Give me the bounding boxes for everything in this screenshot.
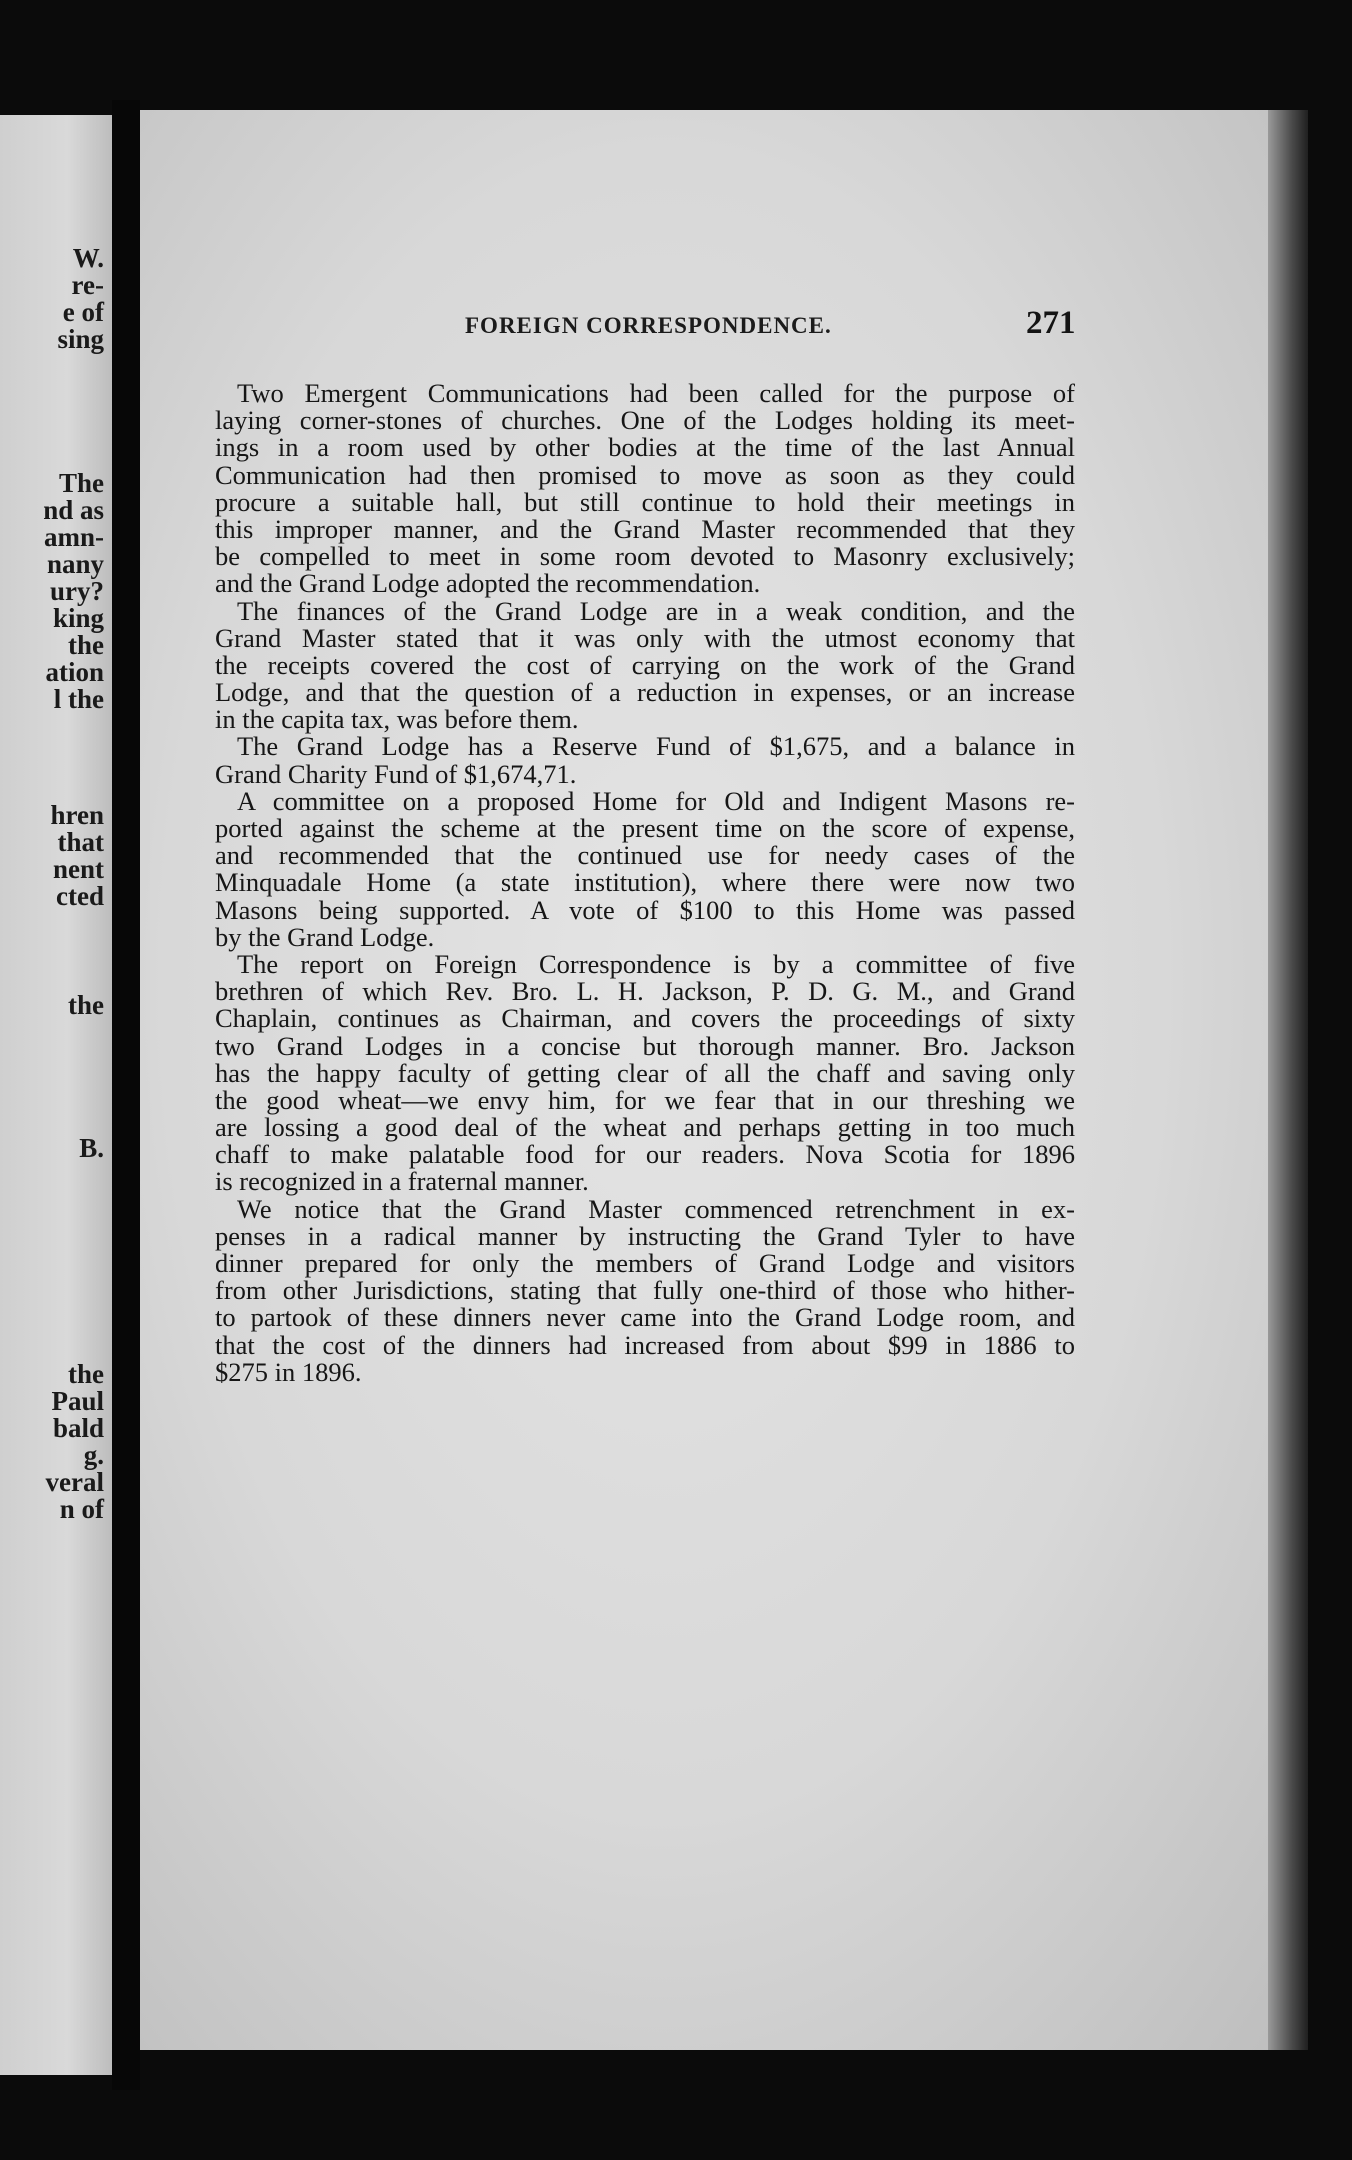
text-line: ings in a room used by other bodies at the time of the last Annual (215, 432, 1075, 463)
left-page-fragment: the (68, 990, 104, 1020)
text-line: to partook of these dinners never came into the Grand Lodge room, and (215, 1302, 1075, 1333)
left-page-fragment: nany (46, 549, 104, 579)
left-page-fragment: sing (57, 324, 104, 354)
text-line: The report on Foreign Correspondence is by a committee of five (237, 948, 1075, 979)
text-line: The Grand Lodge has a Reserve Fund of $1,675, and a balance in (237, 731, 1075, 762)
left-page-fragment: Paul (51, 1386, 104, 1416)
text-line: that the cost of the dinners had increased from about $99 in 1886 to (215, 1329, 1075, 1360)
text-line: laying corner-stones of churches. One of the Lodges holding its meet- (215, 405, 1075, 436)
text-line: and the Grand Lodge adopted the recommendation. (215, 568, 761, 599)
text-line: be compelled to meet in some room devoted to Masonry exclusively; (215, 541, 1075, 572)
left-page-fragment: amn- (44, 522, 104, 552)
text-line: We notice that the Grand Master commenced retrenchment in ex- (237, 1193, 1075, 1224)
paragraph (215, 785, 1075, 952)
page-number: 271 (1026, 305, 1076, 341)
text-line: brethren of which Rev. Bro. L. H. Jackson, P. D. G. M., and Grand (215, 976, 1075, 1007)
left-page-fragment: hren (50, 800, 104, 830)
left-page-fragment: l the (53, 684, 104, 714)
left-page-fragment: that (57, 827, 104, 857)
text-line: A committee on a proposed Home for Old and Indigent Masons re- (237, 785, 1075, 816)
left-page-fragment: ation (45, 657, 104, 687)
text-line: in the capita tax, was before them. (215, 704, 579, 735)
paragraph (215, 380, 1075, 598)
text-line: penses in a radical manner by instructing the Grand Tyler to have (215, 1220, 1075, 1251)
text-line: $275 in 1896. (215, 1356, 362, 1387)
text-line: this improper manner, and the Grand Master recommended that they (215, 513, 1075, 544)
left-page-fragment: ury? (50, 576, 104, 606)
left-page-fragment: king (52, 603, 104, 633)
text-line: Chaplain, continues as Chairman, and covers the proceedings of sixty (215, 1003, 1075, 1034)
text-line: ported against the scheme at the present time on the score of expense, (215, 813, 1075, 843)
left-page-fragment: veral (45, 1467, 104, 1497)
text-line: dinner prepared for only the members of Grand Lodge and visitors (215, 1248, 1075, 1278)
text-line: and recommended that the continued use for needy cases of the (215, 840, 1075, 871)
text-line: Grand Master stated that it was only with the utmost economy that (215, 622, 1075, 653)
text-line: chaff to make palatable food for our readers. Nova Scotia for 1896 (215, 1139, 1075, 1170)
text-line: Lodge, and that the question of a reduction in expenses, or an increase (215, 677, 1075, 708)
text-line: two Grand Lodges in a concise but thorough manner. Bro. Jackson (215, 1030, 1075, 1061)
left-page-fragment: B. (79, 1133, 104, 1163)
left-page-fragment: the (68, 1359, 104, 1389)
text-line: Masons being supported. A vote of $100 to this Home was passed (215, 894, 1075, 925)
text-line: Grand Charity Fund of $1,674,71. (215, 758, 577, 789)
running-head: FOREIGN CORRESPONDENCE. (465, 313, 832, 338)
text-line: the good wheat—we envy him, for we fear that in our threshing we (215, 1084, 1075, 1115)
left-page-fragment: nd as (43, 495, 104, 525)
left-page-fragment: bald (52, 1413, 104, 1443)
text-line: by the Grand Lodge. (215, 921, 435, 952)
paragraph (215, 733, 1075, 787)
text-line: is recognized in a fraternal manner. (215, 1166, 589, 1197)
text-line: Two Emergent Communications had been called for the purpose of (237, 378, 1075, 408)
page-edge-shadow (1268, 110, 1308, 2050)
book-gutter (112, 100, 140, 2090)
paragraph (215, 1193, 1075, 1387)
left-page-fragment: nent (52, 854, 104, 884)
left-page-fragment: n of (59, 1494, 104, 1524)
left-page-fragment: the (68, 630, 104, 660)
text-line: The finances of the Grand Lodge are in a weak condition, and the (237, 595, 1075, 626)
page-header (140, 305, 1305, 353)
text-line: the receipts covered the cost of carrying on the work of the Grand (215, 649, 1075, 680)
left-page-fragment: The (58, 468, 104, 498)
page (140, 110, 1305, 2050)
text-line: from other Jurisdictions, stating that fully one-third of those who hither- (215, 1275, 1075, 1306)
text-line: are lossing a good deal of the wheat and perhaps getting in too much (215, 1112, 1075, 1143)
text-line: procure a suitable hall, but still continue to hold their meetings in (215, 486, 1075, 517)
left-page-fragment: W. (72, 243, 104, 273)
paragraph (215, 595, 1075, 735)
text-line: Communication had then promised to move as soon as they could (215, 459, 1075, 490)
left-page-fragment: cted (56, 881, 104, 911)
left-page-fragment: re- (71, 270, 104, 300)
left-page-fragment: g. (83, 1440, 104, 1470)
text-line: has the happy faculty of getting clear of all the chaff and saving only (215, 1057, 1075, 1088)
text-line: Minquadale Home (a state institution), where there were now two (215, 867, 1075, 898)
left-page-fragment: e of (62, 297, 104, 327)
previous-page-edge (0, 115, 112, 2075)
paragraph (215, 948, 1075, 1197)
body-text (215, 380, 1075, 1386)
